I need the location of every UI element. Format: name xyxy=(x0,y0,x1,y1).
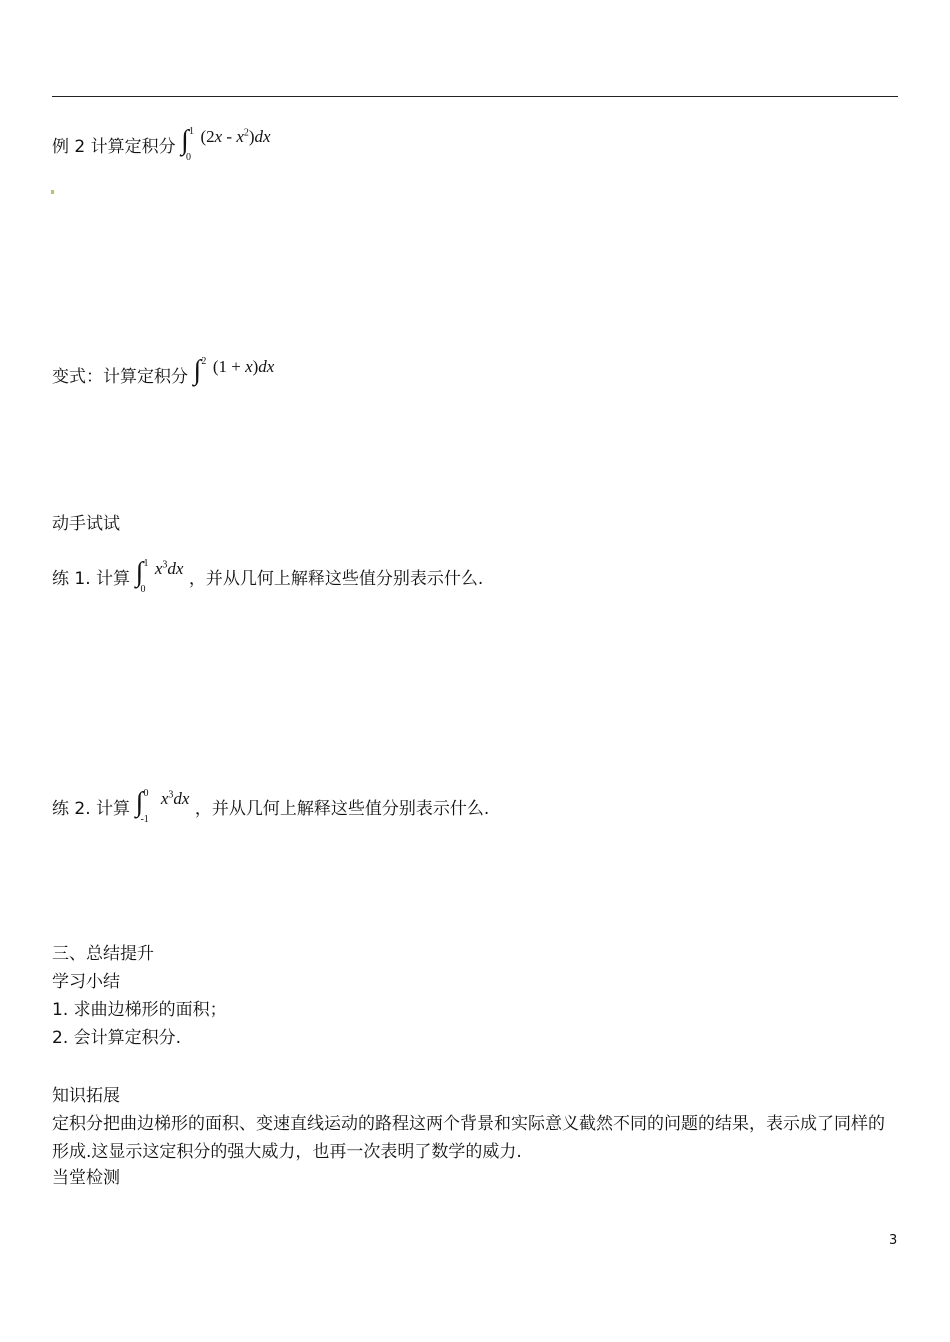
upper-limit: 2 xyxy=(201,356,207,367)
header-rule xyxy=(52,96,898,97)
section-3-title: 三、总结提升 xyxy=(52,944,154,964)
extension-title: 知识拓展 xyxy=(52,1086,120,1106)
summary-item-1: 1. 求曲边梯形的面积； xyxy=(52,1000,227,1020)
upper-limit: 1 xyxy=(143,558,149,569)
integral-symbol: ∫ 2 xyxy=(193,360,207,390)
integral-symbol: ∫ 1 0 xyxy=(181,130,195,160)
integrand: $(2x - x^2)dx$ xyxy=(200,127,271,146)
check-title: 当堂检测 xyxy=(52,1168,120,1188)
lower-limit: 0 xyxy=(140,584,146,595)
variant-line xyxy=(52,355,275,390)
exercise-2-label: 练 2. 计算 xyxy=(52,799,131,819)
integrand: $x^3dx$ xyxy=(160,789,190,808)
variant-label: 变式：计算定积分 xyxy=(52,367,188,387)
example-2-line xyxy=(52,125,271,163)
integrand: (1 + x)dx xyxy=(212,357,275,376)
extension-text: 定积分把曲边梯形的面积、变速直线运动的路程这两个背景和实际意义截然不同的问题的结果，表示成了同样的形成.这显示这定积分的强大威力，也再一次表明了数学的威力. xyxy=(52,1114,885,1162)
integral-symbol: ∫ 0 -1 xyxy=(135,792,149,822)
exercise-2-line xyxy=(52,787,490,825)
edit-mark xyxy=(51,190,54,194)
exercise-1-tail: ，并从几何上解释这些值分别表示什么. xyxy=(188,569,484,589)
lower-limit: -1 xyxy=(140,814,149,825)
exercise-1-label: 练 1. 计算 xyxy=(52,569,131,589)
example-2-label: 例 2 计算定积分 xyxy=(52,137,176,157)
upper-limit: 1 xyxy=(189,126,195,137)
summary-item-2: 2. 会计算定积分. xyxy=(52,1028,182,1048)
exercise-2-tail: ，并从几何上解释这些值分别表示什么. xyxy=(194,799,490,819)
integrand: $x^3dx$ xyxy=(154,559,184,578)
try-title: 动手试试 xyxy=(52,514,120,534)
lower-limit: 0 xyxy=(186,152,192,163)
upper-limit: 0 xyxy=(143,788,149,799)
page-number: 3 xyxy=(889,1233,898,1248)
summary-title: 学习小结 xyxy=(52,972,120,992)
integral-symbol: ∫ 1 0 xyxy=(135,562,149,592)
exercise-1-line xyxy=(52,557,484,595)
